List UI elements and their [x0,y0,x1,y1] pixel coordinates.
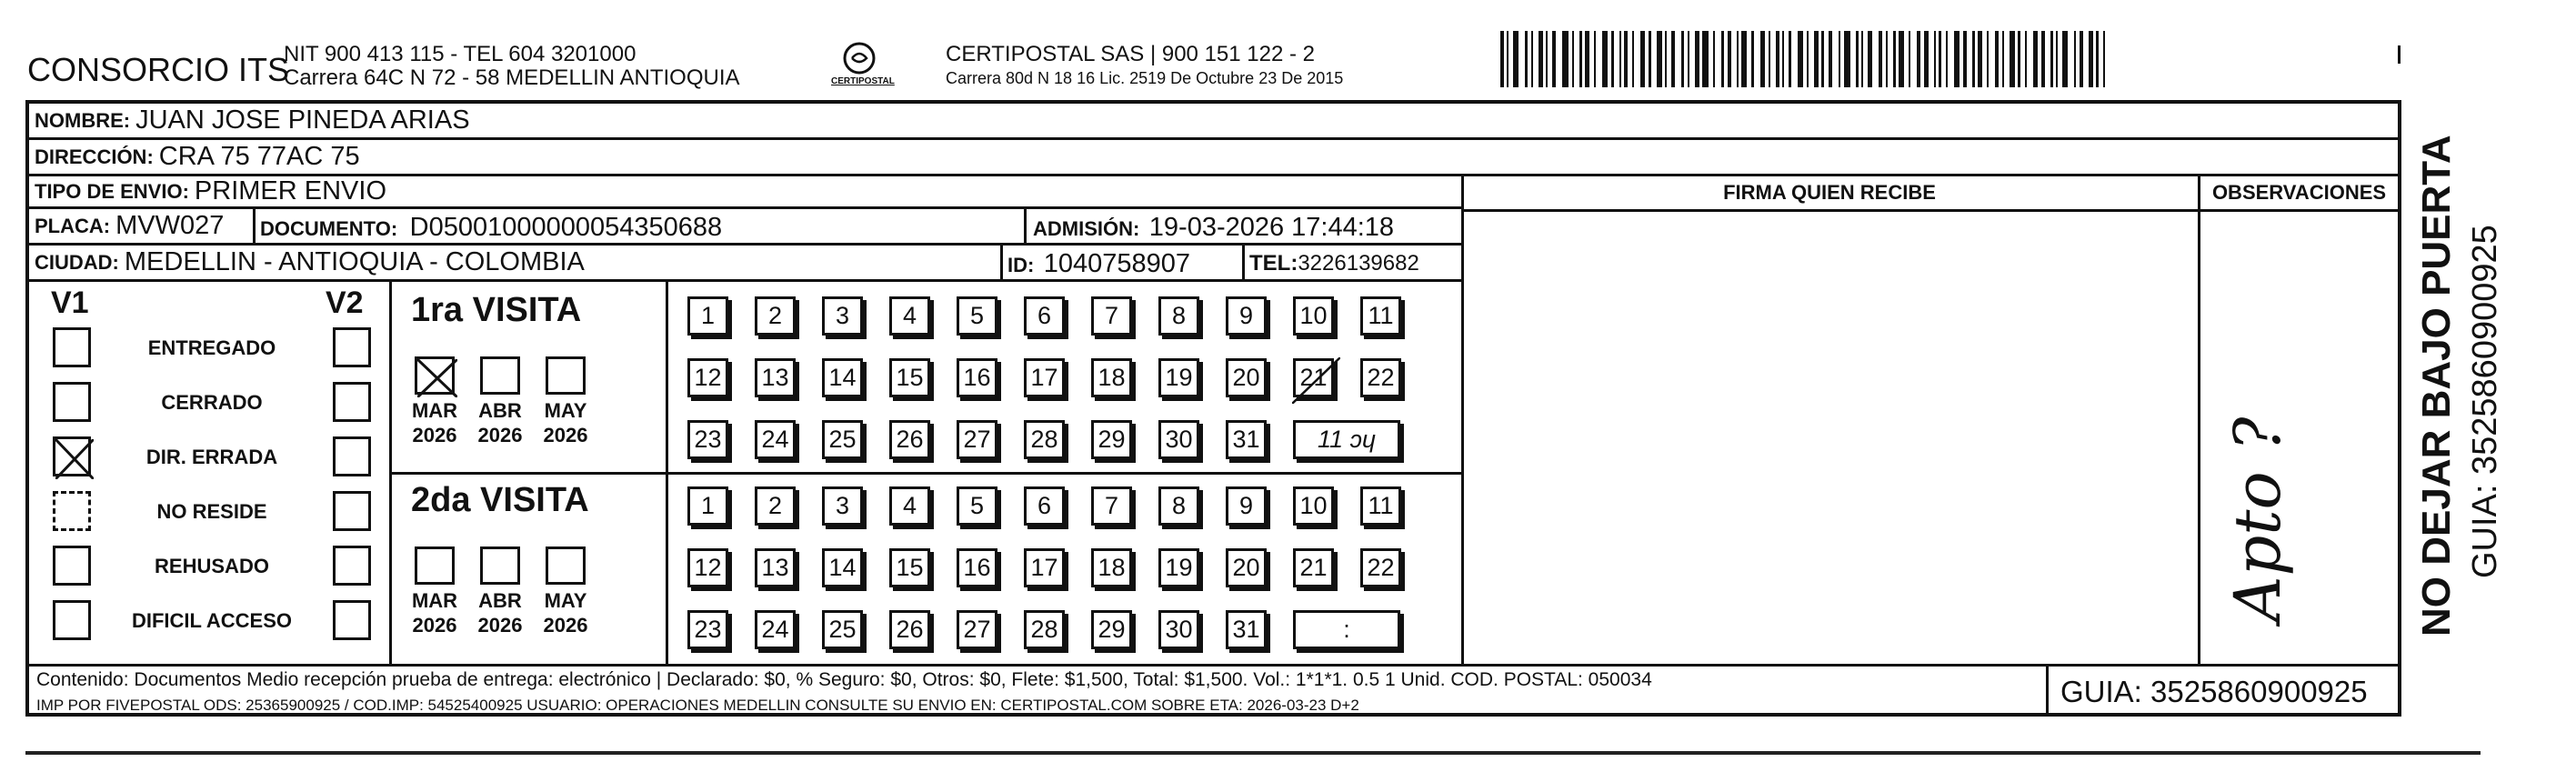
barcode-bar [1899,31,1904,87]
footer-guia: GUIA: 3525860900925 [2060,675,2368,708]
barcode-bar [1657,31,1662,87]
day-box[interactable]: 6 [1024,486,1065,526]
day-box[interactable]: 12 [687,548,728,587]
day-box[interactable]: 2 [755,296,796,336]
status-v1-checkbox[interactable] [53,491,91,531]
barcode-bar [1751,31,1754,87]
company-line1: NIT 900 413 115 - TEL 604 3201000 [284,42,636,66]
day-box[interactable]: 24 [755,610,796,649]
tel-field [1249,251,1419,276]
barcode-bar [1721,31,1724,87]
month-checkbox[interactable] [546,356,586,395]
status-label: REHUSADO [155,555,269,577]
barcode-bar [1531,31,1533,87]
day-box[interactable]: 27 [957,610,997,649]
divider [1461,209,2398,212]
barcode-bar [1760,31,1765,87]
barcode-bar [1579,31,1582,87]
day-box[interactable]: 15 [889,358,930,397]
tel-label: TEL: [1249,251,1298,276]
status-v2-checkbox[interactable] [333,382,371,422]
day-box[interactable]: 12 [687,358,728,397]
day-box[interactable]: 31 [1226,420,1267,459]
id-field [1007,249,1190,279]
tipo-label: TIPO DE ENVIO: [35,179,189,203]
day-box[interactable]: 2 [755,486,796,526]
admision-label: ADMISIÓN: [1033,217,1140,240]
barcode-bar [1893,31,1896,87]
day-box[interactable]: 14 [822,358,863,397]
barcode-bar [1640,31,1645,87]
barcode-bar [1713,31,1715,87]
barcode-bar [1798,31,1803,87]
barcode-bar [2033,31,2038,87]
barcode-bar [1939,31,1941,87]
barcode-bar [1807,31,1809,87]
row-direccion [29,140,2398,176]
day-box[interactable]: 15 [889,548,930,587]
status-label: ENTREGADO [147,336,276,359]
side-title: NO DEJAR BAJO PUERTA [2414,135,2459,637]
admision-field [1033,213,1394,243]
divider [1461,176,1464,664]
barcode-bar [1934,31,1936,87]
day-box[interactable]: 22 [1360,358,1401,397]
month-name: ABR [478,399,522,422]
day-box[interactable]: 30 [1158,610,1199,649]
visit2-title: 2da VISITA [411,481,589,519]
day-box[interactable]: 4 [889,486,930,526]
barcode-bar [1814,31,1819,87]
divider [253,209,256,246]
status-v1-checkbox[interactable] [53,382,91,422]
day-box[interactable]: 1 [687,486,728,526]
tel-value: 3226139682 [1298,251,1419,276]
edge-mark [2398,45,2401,64]
barcode-bar [1886,31,1888,87]
status-v1-checkbox[interactable] [53,600,91,640]
divider [29,664,2398,667]
barcode-bar [1879,31,1882,87]
barcode-bar [2074,31,2076,87]
day-box[interactable]: 26 [889,420,930,459]
month-label [407,588,462,637]
barcode-bar [1861,31,1863,87]
barcode-bar [1611,31,1614,87]
day-box[interactable]: 4 [889,296,930,336]
day-box[interactable]: 31 [1226,610,1267,649]
month-name: MAR [411,589,458,612]
day-box[interactable]: 8 [1158,296,1199,336]
barcode-bar [2096,31,2099,87]
month-label [473,588,527,637]
ciudad-label: CIUDAD: [35,250,119,274]
status-v2-checkbox[interactable] [333,600,371,640]
day-box[interactable]: 25 [822,420,863,459]
day-box[interactable]: 6 [1024,296,1065,336]
month-checkbox[interactable] [415,356,455,395]
barcode-bar [2018,31,2020,87]
barcode-bar [1552,31,1556,87]
barcode-bar [1624,31,1628,87]
direccion-label: DIRECCIÓN: [35,145,154,168]
day-box[interactable]: 27 [957,420,997,459]
barcode-bar [1665,31,1667,87]
barcode-bar [2080,31,2083,87]
divider [1242,246,1245,282]
month-name: MAY [544,399,587,422]
day-box[interactable]: 13 [755,548,796,587]
visit1-title: 1ra VISITA [411,291,582,329]
barcode-bar [2056,31,2058,87]
footer-line1: Contenido: Documentos Medio recepción prueba de entrega: electrónico | Declarado: $0, % Seguro: $0, Otros: $0, Flete: $1,500, Total: $1,500. Vol.: 1*1*1. 0.5 1 Unid. COD. POSTAL: 050034 [36,669,1652,690]
barcode [1500,31,2382,87]
day-box[interactable]: 5 [957,486,997,526]
day-box[interactable]: 11 [1360,486,1401,526]
barcode-bar [1681,31,1684,87]
day-box[interactable]: 11 [1360,296,1401,336]
day-box[interactable]: 20 [1226,358,1267,397]
barcode-bar [1728,31,1731,87]
status-label: DIR. ERRADA [145,446,278,468]
status-v2-checkbox[interactable] [333,436,371,476]
day-box[interactable]: 3 [822,486,863,526]
guide-frame [25,100,2401,717]
barcode-bar [1507,31,1509,87]
month-year: 2026 [412,424,457,446]
v2-label: V2 [326,286,364,320]
barcode-bar [1671,31,1675,87]
barcode-bar [1602,31,1608,87]
barcode-bar [1972,31,1975,87]
barcode-bar [1594,31,1596,87]
status-v1-checkbox[interactable] [53,327,91,367]
day-box[interactable]: 29 [1091,610,1132,649]
barcode-bar [1688,31,1689,87]
handwritten-observation: Apto ? [2220,416,2295,622]
month-checkbox[interactable] [480,546,520,585]
day-box[interactable]: 26 [889,610,930,649]
certipostal-logo [827,38,895,93]
barcode-bar [1769,31,1770,87]
day-box[interactable]: 28 [1024,420,1065,459]
visit1-time-box[interactable]: 11 ɔɥ [1293,420,1400,459]
documento-field [260,213,722,243]
day-box[interactable]: 3 [822,296,863,336]
month-checkbox[interactable] [480,356,520,395]
barcode-bar [1702,31,1709,87]
carrier-line2: Carrera 80d N 18 16 Lic. 2519 De Octubre 23 De 2015 [946,69,1344,87]
barcode-bar [1776,31,1779,87]
barcode-bar [2025,31,2027,87]
status-v2-checkbox[interactable] [333,491,371,531]
page-edge [25,751,2481,755]
barcode-bar [1695,31,1699,87]
status-label: CERRADO [161,391,263,414]
barcode-bar [2002,31,2004,87]
divider [2198,176,2200,664]
day-box[interactable]: 10 [1293,296,1334,336]
logo-text: CERTIPOSTAL [831,76,895,86]
barcode-bar [1829,31,1832,87]
day-box[interactable]: 20 [1226,548,1267,587]
day-box[interactable]: 23 [687,610,728,649]
month-year: 2026 [477,424,523,446]
barcode-bar [1909,31,1910,87]
day-box[interactable]: 9 [1226,296,1267,336]
barcode-bar [1924,31,1929,87]
side-guia: GUIA: 3525860900925 [2466,225,2504,578]
barcode-bar [1917,31,1920,87]
tipo-value: PRIMER ENVIO [194,176,387,206]
placa-label: PLACA: [35,214,111,237]
status-v1-checkbox[interactable] [53,546,91,586]
barcode-bar [1995,31,1999,87]
barcode-bar [2041,31,2045,87]
barcode-bar [1839,31,1840,87]
barcode-bar [2089,31,2093,87]
day-box[interactable]: 24 [755,420,796,459]
barcode-bar [1946,31,1948,87]
status-label: NO RESIDE [156,500,267,523]
day-box[interactable]: 16 [957,358,997,397]
month-label [538,398,593,447]
barcode-bar [1821,31,1824,87]
day-box[interactable]: 17 [1024,548,1065,587]
day-box[interactable]: 8 [1158,486,1199,526]
day-box[interactable]: 13 [755,358,796,397]
status-v2-checkbox[interactable] [333,546,371,586]
barcode-bar [1954,31,1960,87]
month-checkbox[interactable] [546,546,586,585]
row-ciudad [29,246,1461,282]
divider [2046,664,2049,717]
barcode-bar [1500,31,1504,87]
barcode-bar [1632,31,1634,87]
status-v1-checkbox[interactable] [53,436,91,476]
divider [1000,246,1003,282]
company-line2: Carrera 64C N 72 - 58 MEDELLIN ANTIOQUIA [284,65,740,90]
day-box[interactable]: 10 [1293,486,1334,526]
month-year: 2026 [477,614,523,637]
id-label: ID: [1007,254,1035,276]
row-tipo-envio [29,176,1461,209]
barcode-bar [1649,31,1651,87]
row-nombre [29,104,2398,140]
barcode-bar [1572,31,1574,87]
day-box[interactable]: 9 [1226,486,1267,526]
day-box[interactable]: 17 [1024,358,1065,397]
documento-label: DOCUMENTO: [260,217,398,240]
month-name: MAY [544,589,587,612]
barcode-bar [2010,31,2015,87]
admision-value: 19-03-2026 17:44:18 [1148,213,1395,242]
barcode-bar [1789,31,1791,87]
month-label [538,588,593,637]
barcode-bar [1525,31,1528,87]
month-year: 2026 [412,614,457,637]
day-box[interactable]: 16 [957,548,997,587]
day-box[interactable]: 28 [1024,610,1065,649]
month-year: 2026 [543,614,588,637]
month-label [473,398,527,447]
barcode-bar [1978,31,1982,87]
month-year: 2026 [543,424,588,446]
month-name: MAR [411,399,458,422]
day-box[interactable]: 19 [1158,358,1199,397]
status-v2-checkbox[interactable] [333,327,371,367]
month-label [407,398,462,447]
nombre-value: JUAN JOSE PINEDA ARIAS [135,105,470,135]
barcode-bar [2103,31,2105,87]
day-box[interactable]: 25 [822,610,863,649]
carrier-line1: CERTIPOSTAL SAS | 900 151 122 - 2 [946,42,1315,66]
divider [389,472,1462,475]
status-label: DIFICIL ACCESO [131,609,292,632]
observaciones-header: OBSERVACIONES [2211,181,2387,204]
footer-line2: IMP POR FIVEPOSTAL ODS: 25365900925 / COD.IMP: 54525400925 USUARIO: OPERACIONES MEDELLIN CONSULTE SU ENVIO EN: CERTIPOSTAL.COM SOBRE ETA: 2026-03-23 D+2 [36,697,1359,714]
barcode-bar [1737,31,1739,87]
documento-value: D05001000000054350688 [409,213,723,242]
barcode-bar [1844,31,1850,87]
day-number: 21 [1299,364,1328,391]
day-box[interactable]: 19 [1158,548,1199,587]
ciudad-value: MEDELLIN - ANTIOQUIA - COLOMBIA [124,247,585,276]
day-box[interactable]: 7 [1091,486,1132,526]
barcode-bar [1562,31,1569,87]
day-box[interactable] [1293,358,1334,397]
nombre-label: NOMBRE: [35,108,131,132]
barcode-bar [1513,31,1519,87]
barcode-bar [1868,31,1872,87]
divider [666,282,668,664]
barcode-bar [1856,31,1859,87]
barcode-bar [2050,31,2053,87]
barcode-bar [1546,31,1548,87]
barcode-bar [1539,31,1543,87]
day-box[interactable]: 18 [1091,548,1132,587]
placa-value: MVW027 [115,211,225,240]
day-box[interactable]: 21 [1293,548,1334,587]
firma-header: FIRMA QUIEN RECIBE [1723,181,1936,204]
barcode-bar [1963,31,1967,87]
day-box[interactable]: 30 [1158,420,1199,459]
day-box[interactable]: 5 [957,296,997,336]
barcode-bar [2062,31,2068,87]
day-box[interactable]: 1 [687,296,728,336]
day-box[interactable]: 29 [1091,420,1132,459]
day-box[interactable]: 22 [1360,548,1401,587]
divider [1024,209,1027,246]
day-box[interactable]: 18 [1091,358,1132,397]
company-name: CONSORCIO ITS [27,51,290,88]
barcode-bar [1782,31,1784,87]
barcode-bar [1741,31,1747,87]
day-box[interactable]: 23 [687,420,728,459]
month-name: ABR [478,589,522,612]
v1-label: V1 [51,286,89,320]
id-value: 1040758907 [1043,249,1191,278]
month-checkbox[interactable] [415,546,455,585]
visit2-time-box[interactable]: : [1293,610,1400,649]
barcode-bar [1585,31,1589,87]
day-box[interactable]: 14 [822,548,863,587]
barcode-bar [1987,31,1989,87]
direccion-value: CRA 75 77AC 75 [158,142,360,171]
day-box[interactable]: 7 [1091,296,1132,336]
barcode-bar [1619,31,1621,87]
